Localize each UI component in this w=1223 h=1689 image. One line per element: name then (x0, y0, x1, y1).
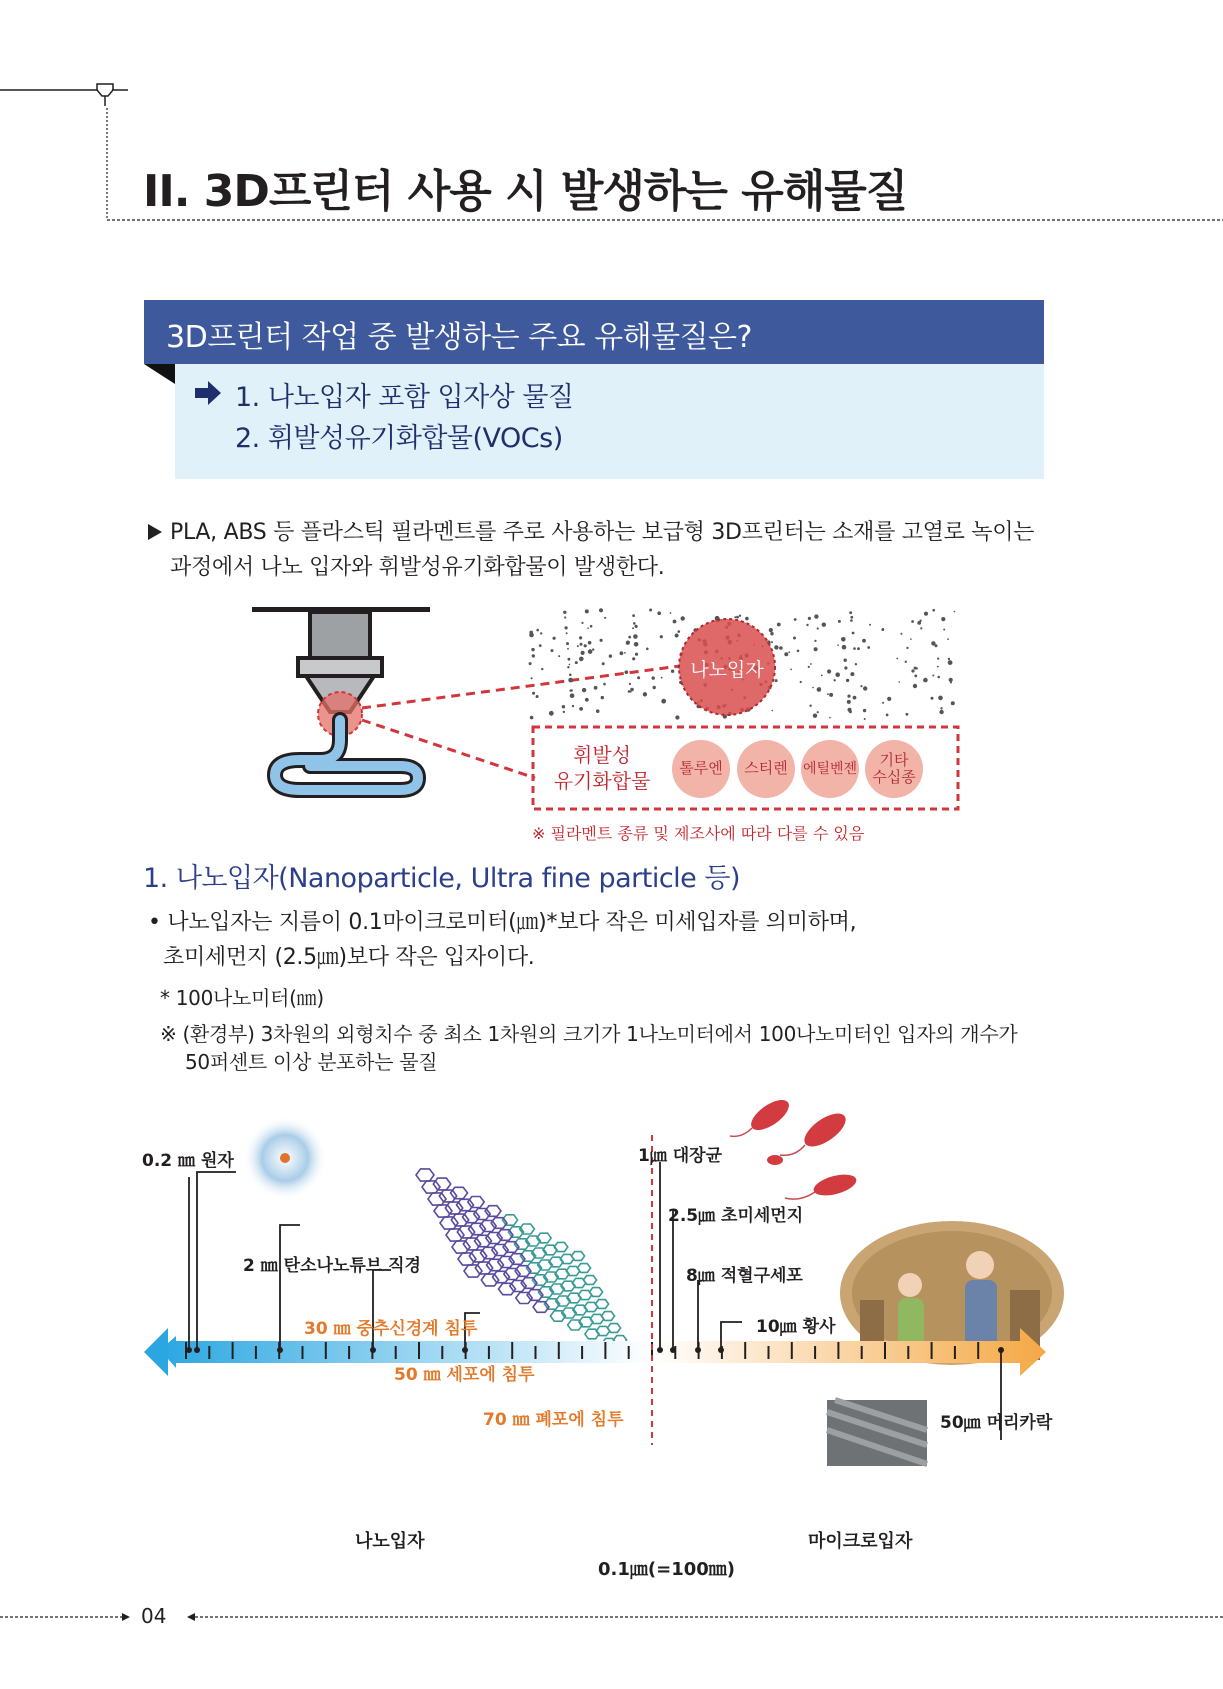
particle-dot (634, 642, 639, 647)
particle-dot (788, 651, 790, 653)
particle-dot (808, 666, 810, 668)
particle-dot (850, 616, 853, 619)
particle-dot (814, 640, 816, 642)
particle-dot (769, 628, 773, 632)
particle-dot (850, 672, 854, 676)
particle-dot (911, 669, 914, 672)
intro-line-1: PLA, ABS 등 플라스틱 필라멘트를 주로 사용하는 보급형 3D프린터는 소재를 고열로 녹이는 (170, 520, 1035, 545)
scale-label-cns: 30 ㎚ 중추신경계 침투 (304, 1319, 478, 1339)
nanotube-cell (445, 1202, 462, 1214)
footer-rule (0, 1608, 1223, 1628)
particle-dot (911, 620, 914, 623)
intro-line-2: 과정에서 나노 입자와 휘발성유기화합물이 발생한다. (170, 555, 665, 580)
particle-dot (779, 646, 783, 650)
particle-dot (900, 633, 902, 635)
particle-dot (814, 647, 818, 651)
particle-dot (937, 658, 939, 660)
particle-dot (837, 644, 839, 646)
question-header (144, 300, 1044, 364)
reference-line-1: ※ (환경부) 3차원의 외형치수 중 최소 1차원의 크기가 1나노미터에서 100나노미터인 입자의 개수가 (160, 1022, 1018, 1046)
particle-dot (630, 688, 634, 692)
particle-dot (600, 639, 603, 642)
particle-dot (808, 617, 811, 620)
nanotube-cell (428, 1193, 446, 1205)
particle-dot (943, 629, 945, 631)
axis-divider-label: 0.1㎛(=100㎚) (598, 1559, 735, 1580)
particle-dot (604, 617, 606, 619)
particle-dot (951, 701, 955, 705)
particle-dot (592, 648, 594, 650)
particle-dot (577, 645, 579, 647)
particle-dot (842, 645, 847, 650)
voc-label-line-1: 휘발성 (573, 743, 631, 767)
particle-dot (814, 614, 818, 618)
particle-dot (681, 616, 685, 620)
particle-dot (914, 675, 917, 678)
particle-dot (770, 632, 773, 635)
particle-dot (882, 702, 884, 704)
particle-dot (558, 655, 560, 657)
particle-dot (813, 714, 817, 718)
voc-label (548, 742, 656, 794)
particle-dot (821, 675, 823, 677)
section-bullet-line-2: 초미세먼지 (2.5㎛)보다 작은 입자이다. (163, 945, 535, 970)
particle-dot (532, 692, 535, 695)
particle-dot (844, 659, 847, 662)
particle-dot (633, 634, 638, 639)
particle-dot (551, 649, 554, 652)
nanotube-cell (451, 1187, 468, 1198)
particle-dot (653, 686, 656, 689)
particle-dot (531, 648, 534, 651)
page-title: II. 3D프린터 사용 시 발생하는 유해물질 (143, 166, 908, 217)
particle-dot (817, 687, 822, 692)
particle-dot (862, 639, 866, 643)
particle-dot (571, 689, 573, 691)
scale-label-hair: 50㎛ 머리카락 (940, 1413, 1053, 1433)
particle-dot (857, 647, 860, 650)
particle-dot (863, 709, 866, 712)
particle-dot (923, 678, 928, 683)
particle-dot (530, 716, 534, 720)
particle-dot (850, 619, 853, 622)
particle-dot (937, 666, 939, 668)
particle-dot (635, 653, 638, 656)
particle-dot (924, 612, 928, 616)
particle-dot (847, 695, 850, 698)
particle-dot (603, 683, 606, 686)
answer-item-1: 1. 나노입자 포함 입자상 물질 (235, 382, 574, 413)
question-text: 3D프린터 작업 중 발생하는 주요 유해물질은? (166, 320, 752, 355)
particle-dot (777, 623, 781, 627)
particle-dot (646, 648, 649, 651)
particle-dot (809, 705, 811, 707)
particle-dot (564, 616, 566, 618)
nanotube-cell (416, 1169, 434, 1181)
nanotube-cell (585, 1329, 599, 1339)
particle-dot (822, 623, 826, 627)
scale-label-alveoli: 70 ㎚ 폐포에 침투 (483, 1410, 624, 1430)
particle-dot (572, 705, 574, 707)
particle-dot (579, 657, 584, 662)
particle-dot (906, 647, 908, 649)
voc-label-line-2: 유기화합물 (553, 769, 651, 793)
hair-icon (827, 1400, 927, 1466)
particle-dot (570, 693, 575, 698)
particle-dot (590, 625, 593, 628)
particle-dot (948, 660, 953, 665)
particle-dot (588, 641, 592, 645)
particle-dot (896, 658, 898, 660)
particle-dot (569, 664, 571, 666)
nanotube-cell (475, 1262, 492, 1274)
particle-dot (567, 648, 569, 650)
particle-dot (661, 677, 663, 679)
particle-dot (841, 637, 846, 642)
particle-dot (881, 628, 884, 631)
answer-item-2: 2. 휘발성유기화합물(VOCs) (235, 423, 563, 454)
nanotube-cell (434, 1205, 452, 1217)
particle-dot (675, 634, 679, 638)
particle-dot (562, 705, 565, 708)
particle-dot (849, 611, 852, 614)
particle-dot (529, 633, 534, 638)
section-footnote: * 100나노미터(㎚) (160, 986, 324, 1010)
voc-item-styrene: 스티렌 (737, 740, 795, 798)
particle-dot (632, 627, 634, 629)
particle-dot (863, 686, 867, 690)
particle-dot (581, 651, 585, 655)
particle-dot (673, 620, 677, 624)
right-arrow-icon (195, 380, 223, 406)
nanotube-cell (422, 1181, 440, 1193)
section-bullet-line-1: • 나노입자는 지름이 0.1마이크로미터(㎛)*보다 작은 미세입자를 의미하며, (148, 910, 857, 935)
particle-dot (887, 697, 891, 701)
particle-dot (734, 616, 736, 618)
nanotube-cell (457, 1226, 474, 1238)
nanotube-cell (481, 1274, 498, 1286)
particle-dot (810, 663, 812, 665)
particle-dot (629, 683, 631, 685)
particle-dot (626, 642, 629, 645)
particle-dot (579, 707, 583, 711)
particle-dot (844, 666, 847, 669)
nanotube-cell (463, 1238, 480, 1250)
particle-dot (864, 718, 866, 720)
particle-dot (624, 652, 626, 654)
particle-dot (838, 620, 841, 623)
bacteria-icon (730, 1100, 859, 1199)
voc-item-others: 기타 수십종 (865, 740, 923, 798)
particle-dot (602, 662, 605, 665)
particle-dot (568, 678, 573, 683)
particle-dot (567, 666, 569, 668)
particle-dot (587, 627, 589, 629)
particle-dot (661, 699, 666, 704)
particle-dot (632, 614, 635, 617)
page-number: 04 (141, 1604, 167, 1628)
particle-dot (628, 690, 631, 693)
particle-dot (784, 652, 788, 656)
particle-dot (772, 710, 774, 712)
particle-dot (539, 644, 542, 647)
particle-dot (848, 708, 852, 712)
particle-dot (579, 636, 582, 639)
particle-size-scale (0, 1100, 1223, 1580)
particle-dot (745, 617, 749, 621)
question-fold-corner (144, 364, 176, 384)
particle-dot (671, 670, 674, 673)
scale-label-yellow-dust: 10㎛ 황사 (756, 1317, 836, 1337)
nanotube-cell (439, 1190, 456, 1202)
particle-dot (947, 638, 949, 640)
particle-dot (565, 626, 568, 629)
particle-dot (657, 611, 661, 615)
particle-dot (886, 714, 889, 717)
particle-dot (581, 622, 583, 624)
particle-dot (939, 710, 943, 714)
particle-dot (797, 650, 800, 653)
particle-dot (949, 678, 953, 682)
particle-dot (950, 682, 952, 684)
particle-dot (800, 681, 802, 683)
scale-label-atom: 0.2 ㎚ 원자 (142, 1151, 234, 1171)
section-heading: 1. 나노입자(Nanoparticle, Ultra fine particle 등) (143, 863, 740, 894)
particle-dot (566, 632, 568, 634)
axis-label-micro: 마이크로입자 (808, 1531, 913, 1552)
particle-dot (649, 609, 652, 612)
particle-dot (532, 654, 535, 657)
particle-dot (553, 637, 556, 640)
particle-dot (855, 663, 857, 665)
particle-dot (643, 692, 647, 696)
particle-dot (536, 696, 538, 698)
particle-dot (529, 662, 532, 665)
particle-dot (829, 693, 833, 697)
scale-label-nanotube: 2 ㎚ 탄소나노튜브 직경 (243, 1256, 421, 1276)
particle-dot (913, 684, 917, 688)
nanotube-cell (451, 1214, 468, 1226)
nano-particle-label: 나노입자 (690, 659, 764, 681)
particle-dot (638, 677, 640, 679)
particle-dot (531, 677, 533, 679)
particle-dot (678, 630, 681, 633)
particle-dot (536, 629, 539, 632)
particle-dot (835, 672, 840, 677)
particle-dot (867, 646, 870, 649)
particle-dot (906, 713, 909, 716)
particle-dot (775, 679, 778, 682)
particle-dot (580, 643, 583, 646)
particle-dot (566, 642, 569, 645)
particle-dot (941, 617, 945, 621)
particle-dot (817, 627, 819, 629)
scale-label-cell: 50 ㎚ 세포에 침투 (394, 1365, 535, 1385)
particle-dot (563, 711, 565, 713)
nanotube-cell (446, 1229, 464, 1241)
particle-dot (599, 608, 603, 612)
particle-dot (652, 676, 655, 679)
particle-dot (806, 624, 808, 626)
particle-dot (620, 651, 624, 655)
particle-dot (790, 669, 792, 671)
particle-dot (948, 658, 950, 660)
particle-dot (917, 621, 921, 625)
particle-dot (633, 622, 636, 625)
particle-dot (931, 641, 935, 645)
particle-dot (931, 697, 934, 700)
particle-dot (575, 661, 578, 664)
particle-dot (736, 616, 739, 619)
particle-dot (670, 612, 672, 614)
particle-dot (853, 647, 856, 650)
particle-dot (563, 611, 566, 614)
particle-dot (568, 658, 571, 661)
particle-dot (660, 635, 663, 638)
nanotube-cell (458, 1253, 476, 1265)
nanotube-cell (433, 1178, 450, 1190)
particle-dot (739, 615, 741, 617)
voc-item-toluene: 톨루엔 (672, 740, 730, 798)
particle-dot (584, 644, 587, 647)
particle-dot (905, 661, 907, 663)
particle-dot (793, 637, 796, 640)
nanotube-cell (440, 1217, 458, 1229)
particle-dot (860, 685, 862, 687)
particle-dot (625, 670, 629, 674)
scale-label-red-blood-cell: 8㎛ 적혈구세포 (686, 1266, 803, 1286)
particle-dot (829, 717, 831, 719)
particle-dot (938, 696, 943, 701)
particle-dot (817, 711, 819, 713)
illustration-note: ※ 필라멘트 종류 및 제조사에 따라 다를 수 있음 (532, 824, 865, 843)
particle-dot (794, 618, 797, 621)
particle-dot (541, 668, 543, 670)
particle-dot (628, 636, 631, 639)
particle-dot (898, 681, 900, 683)
particle-dot (869, 624, 871, 626)
particle-dot (609, 654, 612, 657)
particle-dot (916, 667, 918, 669)
particle-dot (940, 707, 942, 709)
particle-dot (596, 709, 600, 713)
particle-dot (954, 611, 956, 613)
particle-dot (910, 638, 912, 640)
particle-dot (569, 674, 572, 677)
particle-dot (675, 715, 679, 719)
particle-dot (588, 649, 593, 654)
particle-dot (834, 679, 836, 681)
scale-label-ecoli: 1㎛ 대장균 (638, 1146, 723, 1166)
particle-dot (852, 632, 855, 635)
particle-dot (771, 641, 773, 643)
particle-dot (601, 696, 604, 699)
particle-dot (594, 686, 598, 690)
nanotube-cell (469, 1250, 486, 1262)
reference-line-2: 50퍼센트 이상 분포하는 물질 (185, 1050, 438, 1074)
particle-dot (847, 700, 851, 704)
nanotube-cell (464, 1265, 482, 1277)
particle-dot (585, 609, 589, 613)
particle-dot (812, 687, 814, 689)
particle-dot (827, 693, 829, 695)
particle-dot (635, 625, 638, 628)
particle-dot (920, 627, 922, 629)
particle-dot (853, 696, 857, 700)
particle-dot (827, 669, 831, 673)
axis-label-nano: 나노입자 (355, 1531, 425, 1552)
particle-dot (582, 688, 586, 692)
particle-dot (549, 711, 554, 716)
particle-dot (937, 676, 940, 679)
particle-dot (540, 632, 542, 634)
voc-item-ethylbenzene: 에틸벤젠 (801, 740, 859, 798)
particle-dot (632, 657, 635, 660)
scale-label-fine-dust: 2.5㎛ 초미세먼지 (668, 1206, 804, 1226)
particle-dot (774, 645, 778, 649)
particle-dot (846, 679, 849, 682)
particle-dot (932, 609, 935, 612)
particle-dot (932, 675, 934, 677)
nanotube-cell (452, 1241, 470, 1253)
triangle-bullet-icon (146, 523, 164, 541)
particle-dot (585, 698, 589, 702)
